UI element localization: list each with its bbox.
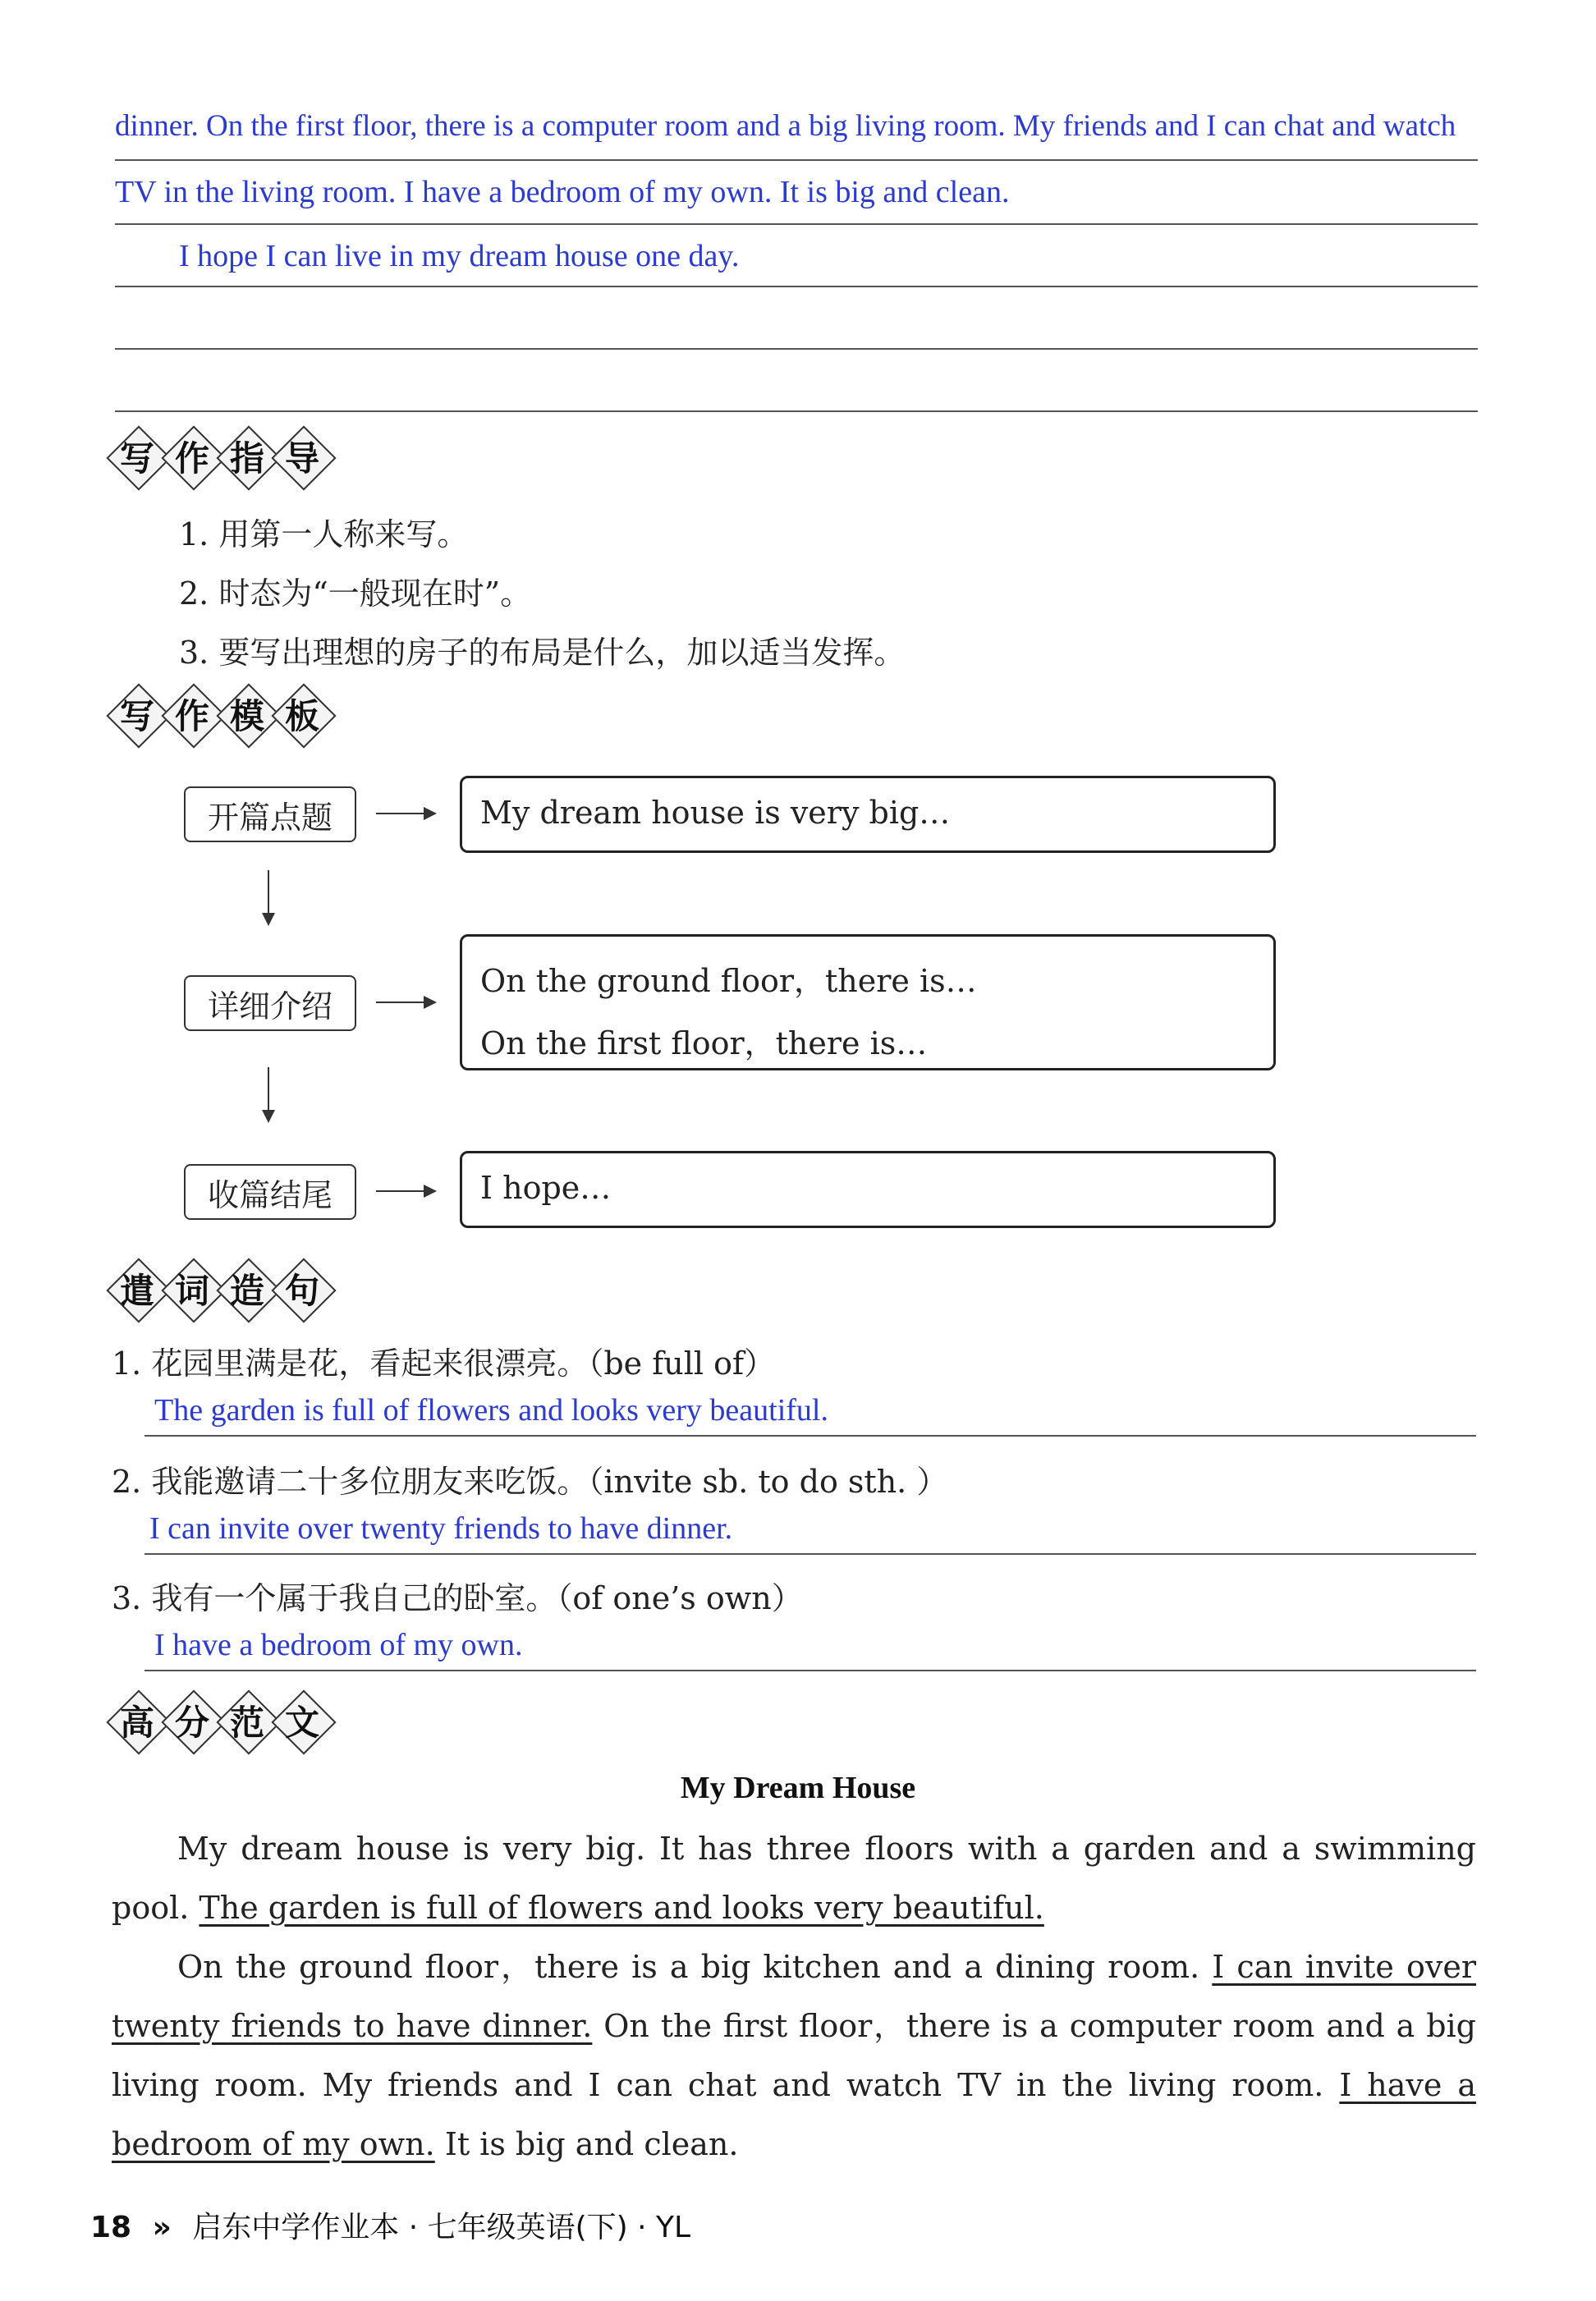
flow-text: On the first floor，there is…: [480, 1025, 928, 1061]
essay-text: It is big and clean.: [434, 2126, 739, 2162]
flow-label-details: 详细介绍: [184, 975, 356, 1031]
flow-content-intro: [460, 776, 1276, 853]
heading-char: 写: [119, 696, 154, 736]
answer-line-1: dinner. On the first floor, there is a computer room and a big living room. My friends and I can chat and watch: [115, 109, 1456, 143]
flow-text: My dream house is very big…: [480, 795, 951, 831]
essay-text: My dream house is very big. It has three floors with a garden and a swimming pool.: [112, 1831, 1476, 1926]
sentence-answer-1: The garden is full of flowers and looks very beautiful.: [154, 1393, 828, 1428]
flow-content-details: [460, 934, 1276, 1070]
heading-char: 作: [174, 696, 209, 736]
writing-rule: [115, 159, 1478, 161]
essay-text: On the first floor，there is a computer room and a big living room. My friends and I can chat and watch TV in the living room.: [112, 2008, 1476, 2103]
writing-rule: [115, 223, 1478, 225]
heading-char: 句: [284, 1271, 319, 1311]
arrow-down-icon: [268, 1067, 269, 1120]
flow-label-intro: 开篇点题: [184, 786, 356, 842]
essay-highlight: I can invite over twenty friends to have dinner.: [112, 1949, 1476, 2044]
heading-char: 写: [119, 438, 154, 479]
section-heading-writing-template: [110, 681, 340, 747]
arrow-down-icon: [268, 870, 269, 923]
answer-rule: [144, 1553, 1476, 1555]
essay-text: On the ground floor，there is a big kitchen and a dining room.: [177, 1949, 1213, 1985]
essay-highlight: I have a bedroom of my own.: [112, 2067, 1476, 2162]
arrow-right-icon: [376, 1190, 435, 1192]
flow-text: I hope…: [480, 1170, 612, 1206]
flow-label-ending: 收篇结尾: [184, 1164, 356, 1220]
arrow-right-icon: [376, 1002, 435, 1003]
chevron-right-icon: »: [152, 2211, 172, 2244]
page-number: 18: [90, 2211, 132, 2244]
heading-char: 指: [229, 438, 264, 479]
essay-highlight: The garden is full of flowers and looks very beautiful.: [199, 1890, 1044, 1926]
answer-line-3: I hope I can live in my dream house one day.: [179, 239, 740, 273]
section-heading-writing-guide: [110, 424, 340, 489]
flow-text: On the ground floor，there is…: [480, 963, 977, 999]
essay-paragraph-2: [112, 1937, 1476, 2174]
answer-rule: [144, 1670, 1476, 1671]
heading-char: 导: [284, 438, 319, 479]
heading-char: 造: [229, 1271, 264, 1311]
heading-char: 分: [174, 1703, 209, 1743]
sentence-prompt-3: 3. 我有一个属于我自己的卧室。（of one’s own）: [112, 1580, 803, 1616]
guide-point-3: 3. 要写出理想的房子的布局是什么，加以适当发挥。: [179, 635, 906, 671]
heading-char: 作: [174, 438, 209, 479]
heading-char: 高: [119, 1703, 154, 1743]
sentence-prompt-2: 2. 我能邀请二十多位朋友来吃饭。（invite sb. to do sth. ）: [112, 1464, 948, 1500]
section-heading-sentence-making: [110, 1256, 340, 1322]
answer-line-2: TV in the living room. I have a bedroom of my own. It is big and clean.: [115, 175, 1010, 209]
heading-char: 板: [284, 696, 319, 736]
guide-point-1: 1. 用第一人称来写。: [179, 516, 469, 552]
arrow-right-icon: [376, 813, 435, 814]
page-footer: [90, 2204, 690, 2246]
section-heading-model-essay: [110, 1688, 340, 1753]
sentence-answer-2: I can invite over twenty friends to have dinner.: [149, 1511, 733, 1546]
heading-char: 范: [229, 1703, 264, 1743]
heading-char: 遣: [119, 1271, 154, 1311]
heading-char: 词: [174, 1271, 209, 1311]
heading-char: 文: [284, 1703, 319, 1743]
essay-paragraph-1: [112, 1819, 1476, 1937]
book-title: 启东中学作业本 · 七年级英语(下) · YL: [192, 2211, 691, 2244]
writing-rule: [115, 410, 1478, 412]
flow-content-ending: [460, 1151, 1276, 1228]
guide-point-2: 2. 时态为“一般现在时”。: [179, 575, 532, 612]
answer-rule: [144, 1435, 1476, 1437]
essay-title: My Dream House: [680, 1771, 916, 1805]
heading-char: 模: [229, 696, 264, 736]
sentence-answer-3: I have a bedroom of my own.: [154, 1628, 523, 1662]
writing-rule: [115, 286, 1478, 287]
sentence-prompt-1: 1. 花园里满是花，看起来很漂亮。（be full of）: [112, 1345, 776, 1382]
writing-rule: [115, 348, 1478, 350]
